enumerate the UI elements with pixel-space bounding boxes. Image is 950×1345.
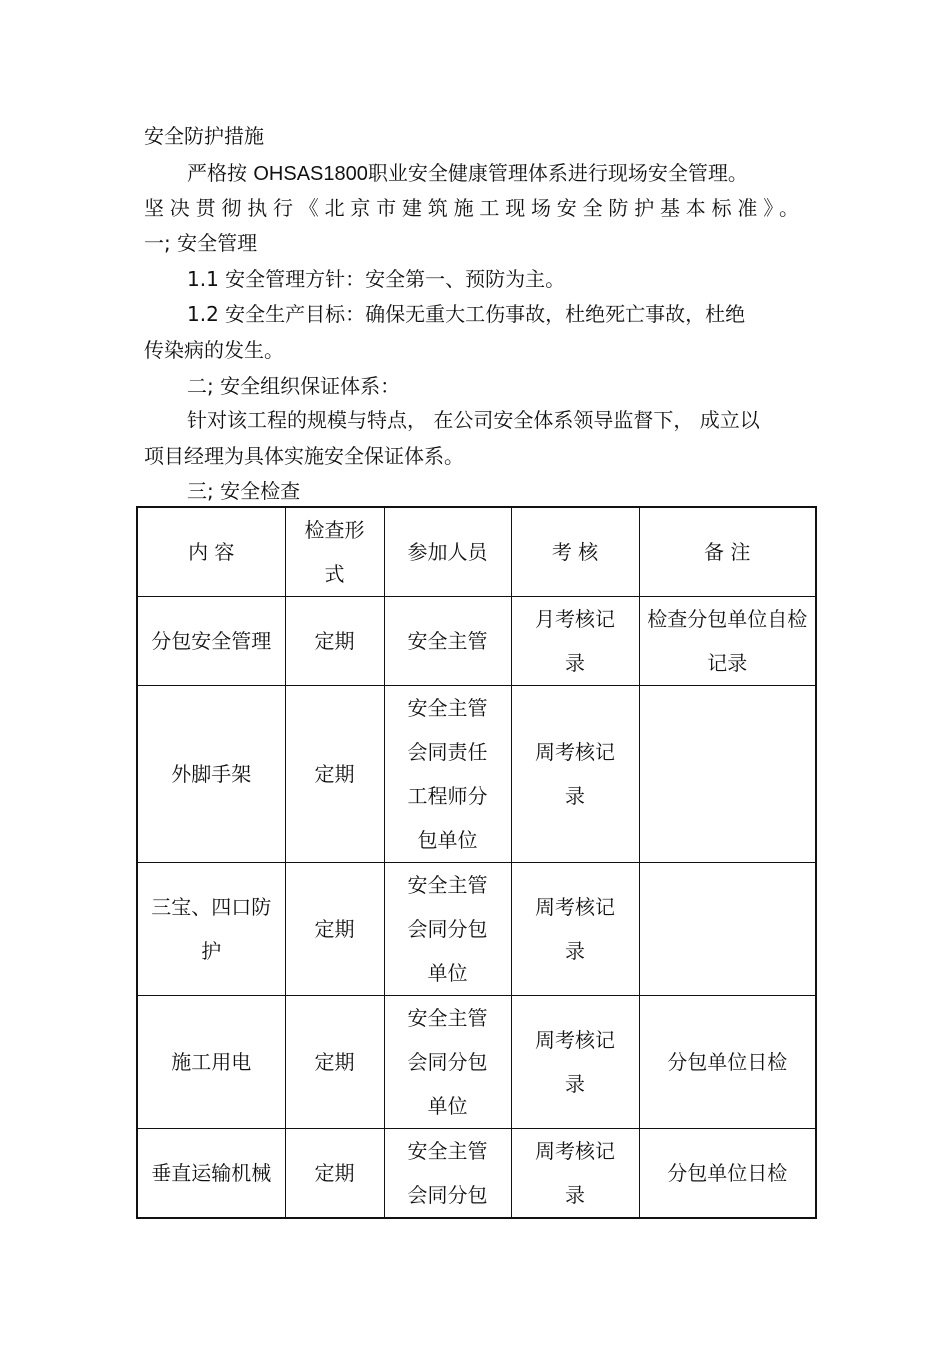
cell-content: 三宝、四口防护: [137, 863, 285, 996]
table-header-row: [137, 507, 816, 597]
section-2-paragraph-cont: 项目经理为具体实施安全保证体系。: [144, 444, 464, 468]
paragraph-beijing-standard: 坚决贯彻执行《北京市建筑施工现场安全防护基本标准》。: [144, 196, 799, 220]
table-row: [137, 996, 816, 1129]
paragraph-standard: [187, 161, 748, 186]
standard-code: OHSAS1800: [253, 163, 368, 185]
cell-remark: 分包单位日检: [639, 996, 816, 1129]
cell-people: 安全主管会同分包单位: [384, 996, 511, 1129]
paragraph-standard-prefix: 严格按: [187, 161, 254, 185]
inspection-table: [136, 506, 817, 1219]
cell-remark: [639, 863, 816, 996]
cell-assess: 周考核记录: [511, 1129, 639, 1219]
item-1-2-continuation: 传染病的发生。: [144, 338, 284, 362]
header-form: 检查形式: [285, 507, 384, 597]
cell-remark: 分包单位日检: [639, 1129, 816, 1219]
header-content: 内 容: [137, 507, 285, 597]
cell-people: 安全主管: [384, 597, 511, 686]
cell-people: 安全主管会同分包: [384, 1129, 511, 1219]
cell-assess: 月考核记录: [511, 597, 639, 686]
cell-people: 安全主管会同分包单位: [384, 863, 511, 996]
cell-form: 定期: [285, 686, 384, 863]
cell-content: 垂直运输机械: [137, 1129, 285, 1219]
item-1-2: 1.2 安全生产目标：确保无重大工伤事故，杜绝死亡事故，杜绝: [187, 302, 746, 326]
paragraph-standard-suffix: 职业安全健康管理体系进行现场安全管理。: [367, 161, 748, 185]
cell-assess: 周考核记录: [511, 686, 639, 863]
table-row: [137, 863, 816, 996]
item-1-1: 1.1 安全管理方针：安全第一、预防为主。: [187, 267, 566, 291]
header-people: 参加人员: [384, 507, 511, 597]
cell-content: 外脚手架: [137, 686, 285, 863]
cell-form: 定期: [285, 863, 384, 996]
cell-form: 定期: [285, 996, 384, 1129]
table-row: [137, 597, 816, 686]
section-heading-2: 二; 安全组织保证体系：: [187, 374, 401, 398]
cell-form: 定期: [285, 597, 384, 686]
cell-form: 定期: [285, 1129, 384, 1219]
header-remark: 备 注: [639, 507, 816, 597]
cell-content: 施工用电: [137, 996, 285, 1129]
doc-title: 安全防护措施: [144, 124, 264, 148]
cell-assess: 周考核记录: [511, 863, 639, 996]
cell-content: 分包安全管理: [137, 597, 285, 686]
cell-people: 安全主管会同责任工程师分包单位: [384, 686, 511, 863]
section-heading-1: 一; 安全管理: [144, 231, 258, 255]
cell-remark: 检查分包单位自检记录: [639, 597, 816, 686]
section-heading-3: 三; 安全检查: [187, 479, 301, 503]
cell-assess: 周考核记录: [511, 996, 639, 1129]
cell-remark: [639, 686, 816, 863]
table-row: [137, 1129, 816, 1219]
section-2-paragraph: 针对该工程的规模与特点， 在公司安全体系领导监督下， 成立以: [187, 408, 760, 432]
header-assess: 考 核: [511, 507, 639, 597]
table-row: [137, 686, 816, 863]
